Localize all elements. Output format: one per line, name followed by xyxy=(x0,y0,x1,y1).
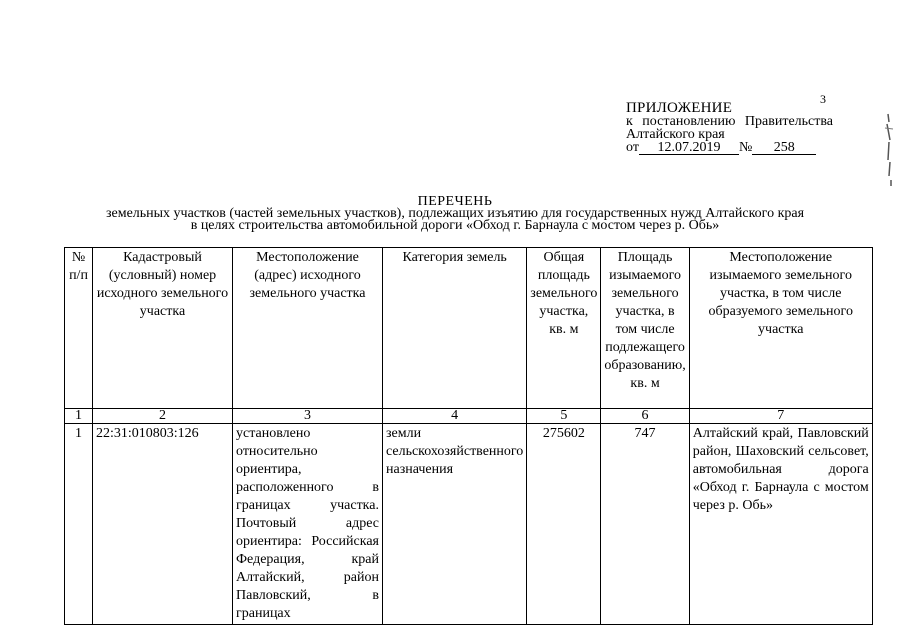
total-area: 275602 xyxy=(527,424,601,625)
seized-plot-location: Алтайский край, Павловский район, Шаховский сельсовет, автомобильная дорога «Обход г. Барнаула с мостом через р. Обь» xyxy=(689,424,872,625)
list-heading xyxy=(60,196,850,232)
plot-location: установлено относительно ориентира, расположенного в границах участка. Почтовый адрес ориентира: Российская Федерация, край Алтайский, район Павловский, в границах xyxy=(233,424,383,625)
table-header-row xyxy=(65,248,873,409)
column-number: 6 xyxy=(601,409,689,424)
table-row xyxy=(65,424,873,625)
appendix-title: ПРИЛОЖЕНИЕ xyxy=(626,100,733,116)
number-prefix: № xyxy=(738,140,753,155)
decree-date: 12.07.2019 xyxy=(639,141,739,155)
appendix-region-line: Алтайского края xyxy=(626,127,725,142)
list-subtitle-line2: в целях строительства автомобильной дороги «Обход г. Барнаула с мостом через р. Обь» xyxy=(190,218,720,233)
scan-edge-mark xyxy=(882,110,896,190)
decree-number: 258 xyxy=(752,141,816,155)
column-number: 5 xyxy=(527,409,601,424)
header-cadastral: Кадастровый (условный) номер исходного земельного участка xyxy=(93,248,233,409)
table-column-numbers-row xyxy=(65,409,873,424)
list-subtitle-line1: земельных участков (частей земельных участков), подлежащих изъятию для государственных нужд Алтайского края xyxy=(105,206,805,221)
page-number: 3 xyxy=(820,92,826,106)
row-number: 1 xyxy=(65,424,93,625)
appendix-decree-line: к постановлению Правительства xyxy=(626,114,834,129)
date-prefix: от xyxy=(626,140,639,155)
seized-area: 747 xyxy=(601,424,689,625)
header-total-area: Общая площадь земельного участка, кв. м xyxy=(527,248,601,409)
list-title: ПЕРЕЧЕНЬ xyxy=(417,194,493,209)
column-number: 1 xyxy=(65,409,93,424)
header-category: Категория земель xyxy=(383,248,527,409)
header-seized-location: Местоположение изымаемого земельного участка, в том числе образуемого земельного участка xyxy=(689,248,872,409)
land-plots-table xyxy=(64,247,873,625)
land-category: земли сельскохозяйственного назначения xyxy=(383,424,527,625)
cadastral-number: 22:31:010803:126 xyxy=(93,424,233,625)
column-number: 4 xyxy=(383,409,527,424)
column-number: 7 xyxy=(689,409,872,424)
header-number: № п/п xyxy=(65,248,93,409)
column-number: 3 xyxy=(233,409,383,424)
header-seized-area: Площадь изымаемого земельного участка, в том числе подлежащего образованию, кв. м xyxy=(601,248,689,409)
appendix-date-line xyxy=(626,141,833,155)
header-location: Местоположение (адрес) исходного земельного участка xyxy=(233,248,383,409)
appendix-block xyxy=(626,102,833,155)
column-number: 2 xyxy=(93,409,233,424)
